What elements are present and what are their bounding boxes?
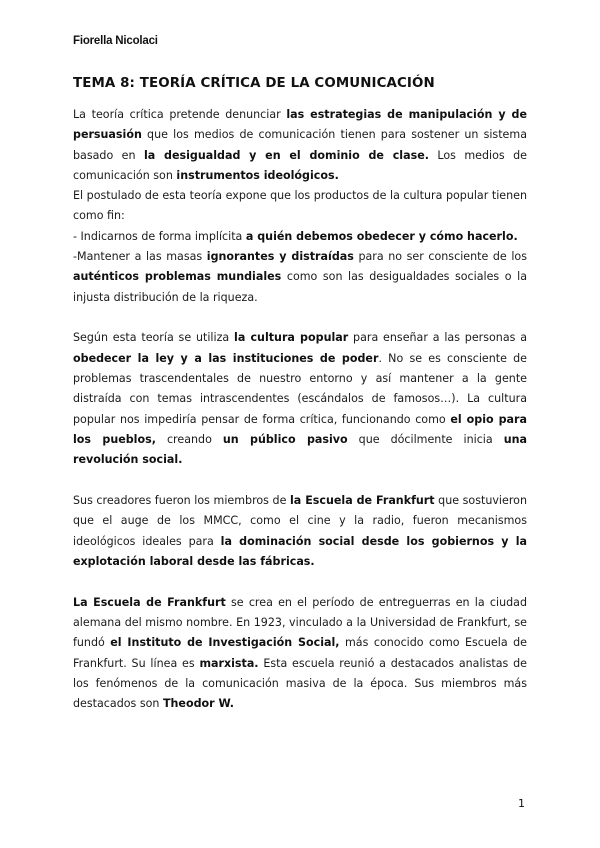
bold-text: la cultura popular [234,331,349,345]
paragraph [73,593,527,715]
text-run: que los medios de comunicación tienen para sostener un sistema basado en [73,128,527,162]
paragraph [73,105,527,186]
text-run: Los medios de comunicación son [73,148,527,182]
bold-text: ignorantes y distraídas [206,250,354,264]
text-run: Sus creadores fueron los miembros de [73,494,290,508]
document-title: TEMA 8: TEORÍA CRÍTICA DE LA COMUNICACIÓN [73,76,435,91]
bold-text: Theodor W. [162,697,235,711]
text-run: La teoría crítica pretende denunciar [73,108,287,121]
paragraph [73,186,527,227]
bold-text: La Escuela de Frankfurt [73,595,226,609]
text-run: . No se es consciente de problemas trascendentales de nuestro entorno y así mantener a la gente distraída con temas intrascendentes (escándalos de famosos…). La cultura popular nos impediría pensar de forma crítica, funcionando como [73,351,528,426]
bold-text: el Instituto de Investigación Social, [110,636,340,650]
bold-text: auténticos problemas mundiales [73,270,282,284]
paragraph [73,491,527,572]
text-run: como son las desigualdades sociales o la injusta distribución de la riqueza. [73,270,527,304]
paragraph [73,247,527,308]
text-run: se crea en el período de entreguerras en la ciudad alemana del mismo nombre. En 1923, vinculado a la Universidad de Frankfurt, se fundó [73,595,528,650]
document-body [73,105,527,715]
bold-text: marxista. [199,656,259,670]
paragraph [73,328,527,470]
text-run: -Mantener a las masas [73,250,207,264]
text-run: que sostuvieron que el auge de los MMCC, como el cine y la radio, fueron mecanismos ideológicos ideales para [73,494,527,548]
bold-text: a quién debemos obedecer y cómo hacerlo. [245,229,518,243]
text-run: Esta escuela reunió a destacados analistas de los fenómenos de la comunicación masiva de la época. Sus miembros más destacados son [73,656,527,711]
bold-text: instrumentos ideológicos. [176,168,339,182]
text-run: - Indicarnos de forma implícita [73,229,246,243]
bold-text: las estrategias de manipulación y de persuasión [73,108,527,142]
text-run: El postulado de esta teoría expone que los productos de la cultura popular tienen como fin: [73,189,527,223]
page-number: 1 [518,797,525,810]
bold-text: una revolución social. [73,432,527,467]
text-run: que dócilmente inicia [347,432,504,446]
bold-text: obedecer la ley y a las instituciones de poder [73,351,379,365]
text-run: Según esta teoría se utiliza [73,331,235,345]
bold-text: el opio para los pueblos, [73,412,527,446]
text-run: para enseñar a las personas a [348,331,528,345]
paragraph [73,227,527,247]
bold-text: la dominación social desde los gobiernos y la explotación laboral desde las fábricas. [73,534,527,568]
text-run: creando [155,432,223,446]
bold-text: la desigualdad y en el dominio de clase. [143,148,429,162]
document-author-header: Fiorella Nicolaci [73,35,158,47]
bold-text: un público pasivo [222,432,348,446]
bold-text: la Escuela de Frankfurt [290,494,435,508]
text-run: más conocido como Escuela de Frankfurt. Su línea es [73,636,527,670]
text-run: para no ser consciente de los [353,250,527,264]
